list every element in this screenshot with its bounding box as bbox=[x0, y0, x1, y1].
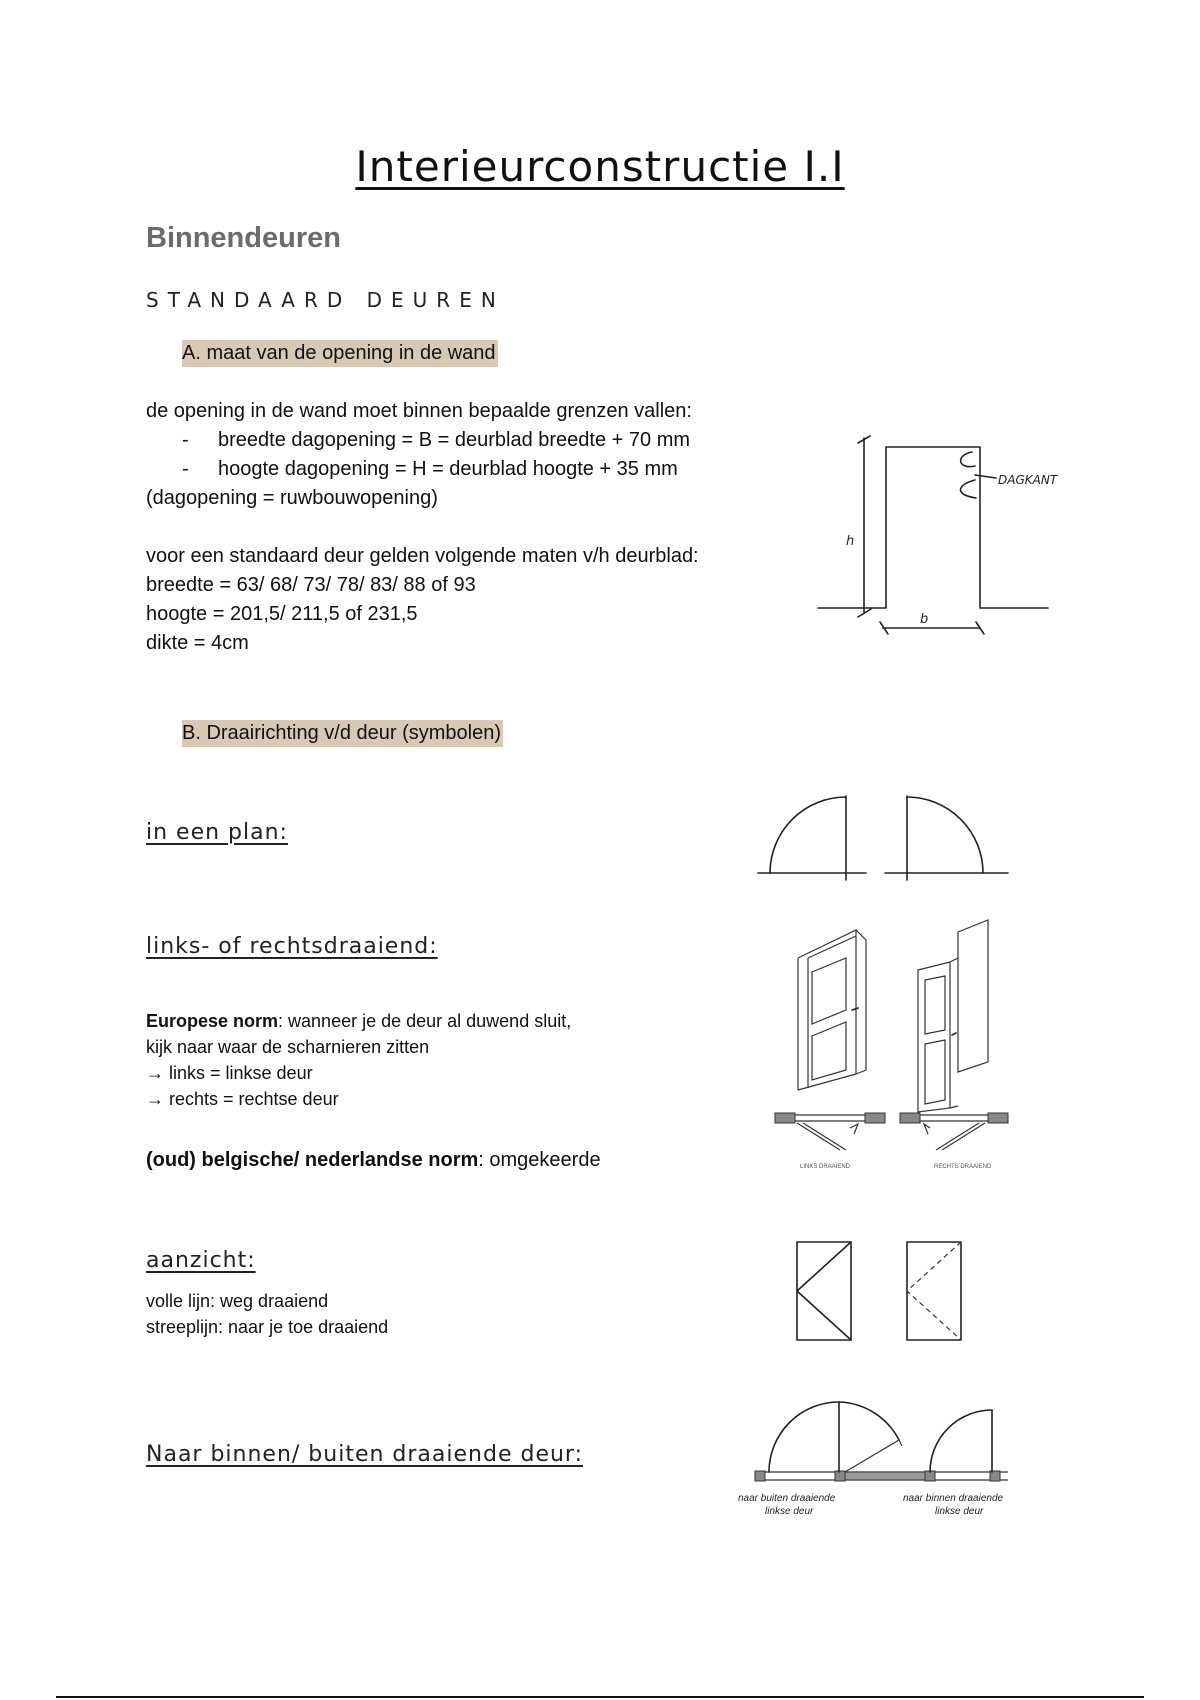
aanzicht-heading: aanzicht: bbox=[146, 1248, 256, 1273]
plan-heading: in een plan: bbox=[146, 820, 288, 845]
links-rechts-heading: links- of rechtsdraaiend: bbox=[146, 934, 438, 959]
subheading: STANDAARD DEUREN bbox=[146, 288, 505, 312]
bullet-breedte: - breedte dagopening = B = deurblad breedte + 70 mm bbox=[182, 429, 691, 451]
dikte-value: dikte = 4cm bbox=[146, 632, 249, 654]
europese-norm-bold: Europese norm bbox=[146, 1011, 279, 1031]
standard-intro: voor een standaard deur gelden volgende maten v/h deurblad: bbox=[146, 545, 699, 567]
sketch-h-label: h bbox=[846, 534, 855, 549]
oud-norm-bold: (oud) belgische/ nederlandse norm bbox=[146, 1149, 479, 1171]
part-a-label: A. maat van de opening in de wand bbox=[182, 340, 498, 367]
caption-binnen-1: naar binnen draaiende bbox=[903, 1493, 1004, 1504]
bullet-hoogte: - hoogte dagopening = H = deurblad hoogte + 35 mm bbox=[182, 458, 678, 480]
europese-norm-text: : wanneer je de deur al duwend sluit, bbox=[278, 1011, 572, 1031]
breedte-values: breedte = 63/ 68/ 73/ 78/ 83/ 88 of 93 bbox=[146, 574, 476, 596]
section-heading: Binnendeuren bbox=[146, 222, 341, 254]
caption-links: LINKS DRAAIEND bbox=[800, 1164, 851, 1170]
arrow-rechts: → rechts = rechtse deur bbox=[146, 1089, 339, 1109]
streeplijn-text: streeplijn: naar je toe draaiend bbox=[146, 1317, 389, 1337]
page-title: Interieurconstructie I.I bbox=[355, 142, 845, 191]
intro-text: de opening in de wand moet binnen bepaalde grenzen vallen: bbox=[146, 400, 692, 422]
sketch-b-label: b bbox=[920, 612, 929, 627]
caption-buiten-2: linkse deur bbox=[765, 1506, 814, 1517]
caption-buiten-1: naar buiten draaiende bbox=[738, 1493, 836, 1504]
bullet-hoogte-text: hoogte dagopening = H = deurblad hoogte + 35 mm bbox=[218, 458, 678, 480]
arrow-links: → links = linkse deur bbox=[146, 1063, 313, 1083]
sketch-dagkant-label: DAGKANT bbox=[998, 473, 1058, 487]
caption-binnen-2: linkse deur bbox=[935, 1506, 984, 1517]
volle-lijn-text: volle lijn: weg draaiend bbox=[146, 1291, 329, 1311]
europese-norm-line2: kijk naar waar de scharnieren zitten bbox=[146, 1037, 430, 1057]
bullet-breedte-text: breedte dagopening = B = deurblad breedte + 70 mm bbox=[218, 429, 691, 451]
oud-norm-text: : omgekeerde bbox=[478, 1149, 601, 1171]
dagopening-note: (dagopening = ruwbouwopening) bbox=[146, 487, 438, 509]
hoogte-values: hoogte = 201,5/ 211,5 of 231,5 bbox=[146, 603, 418, 625]
binnen-buiten-heading: Naar binnen/ buiten draaiende deur: bbox=[146, 1442, 583, 1467]
part-b-label: B. Draairichting v/d deur (symbolen) bbox=[182, 720, 503, 747]
bottom-rule bbox=[56, 1696, 1144, 1698]
caption-rechts: RECHTS DRAAIEND bbox=[934, 1164, 992, 1170]
